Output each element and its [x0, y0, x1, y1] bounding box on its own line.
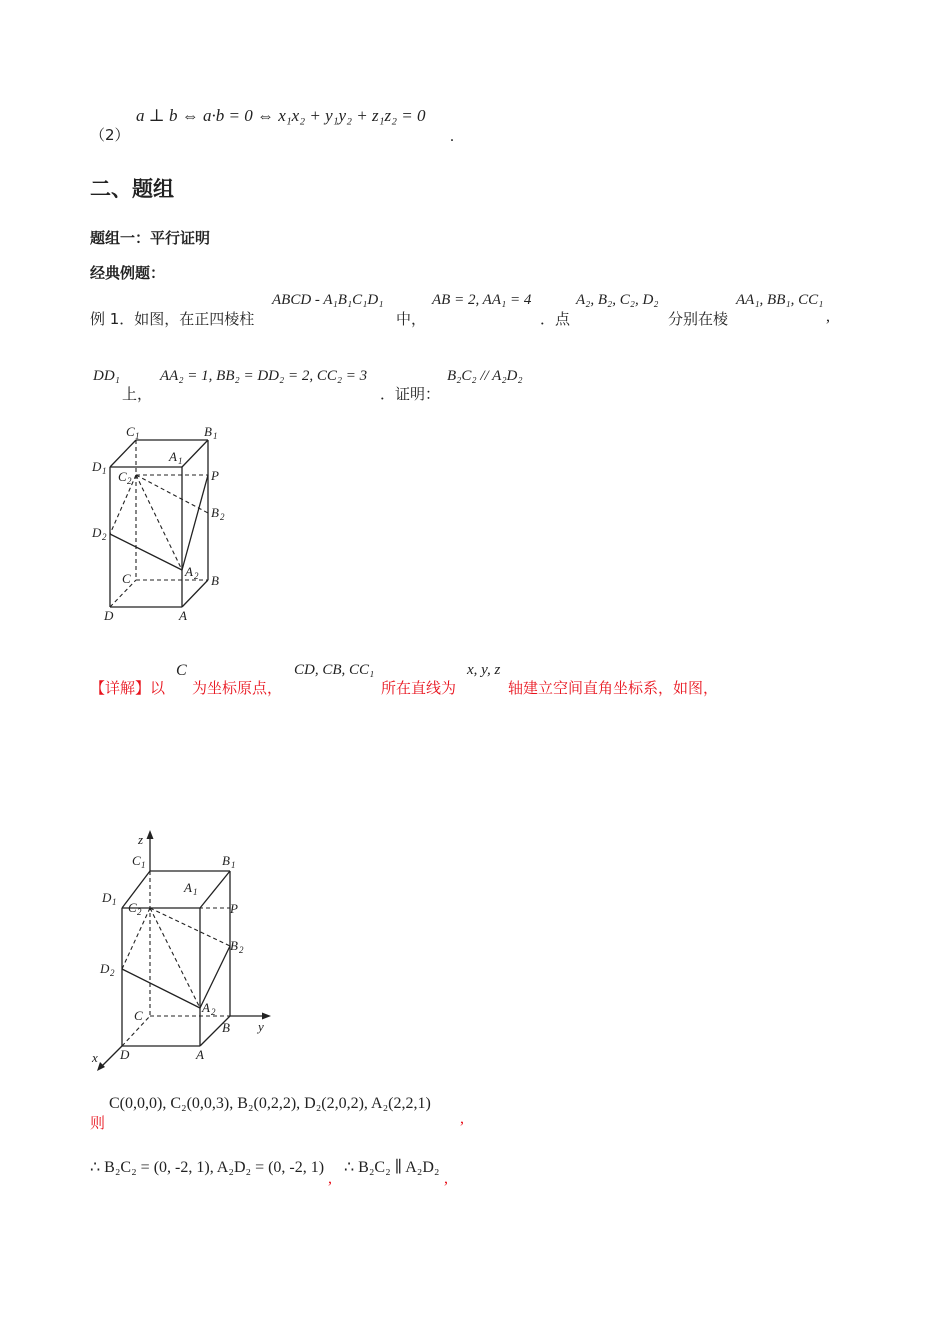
claim: B₂C₂ // A₂D₂	[447, 368, 523, 384]
sub-B2: 2	[220, 512, 225, 522]
axis-z-label: z	[138, 832, 144, 847]
label-A2: A	[202, 1000, 210, 1015]
sub-B1: 1	[213, 431, 218, 441]
sub-A1: 1	[193, 887, 198, 897]
vectors-sep: ,	[328, 1170, 332, 1187]
solution-t2: 所在直线为	[381, 679, 457, 697]
then-label: 则	[90, 1114, 106, 1132]
sub-A2: 2	[194, 571, 199, 581]
label-A: A	[196, 1047, 204, 1062]
example-mid3: 分别在棱	[668, 310, 729, 328]
sub-C2: 2	[137, 907, 142, 917]
formula-end: .	[450, 128, 454, 145]
given-positions: AA₂ = 1, BB₂ = DD₂ = 2, CC₂ = 3	[160, 368, 368, 384]
sub-C2: 2	[127, 476, 132, 486]
solution-tag: 【详解】以	[90, 679, 166, 697]
points-list: A₂, B₂, C₂, D₂	[576, 292, 659, 308]
label-B1: B	[204, 424, 212, 439]
axis-y-label: y	[258, 1019, 264, 1034]
point-coordinates: C(0,0,0), C₂(0,0,3), B₂(0,2,2), D₂(2,0,2), A₂(2,2,1)	[109, 1095, 431, 1112]
label-C1: C	[132, 853, 141, 868]
orthogonality-formula: a ⊥ b ⇔ a·b = 0 ⇔ x₁x₂ + y₁y₂ + z₁z₂ = 0	[136, 106, 426, 125]
examples-title: 经典例题：	[90, 264, 166, 282]
solution-t3: 轴建立空间直角坐标系，如图，	[508, 679, 719, 697]
label-P: P	[230, 901, 238, 916]
given-lengths: AB = 2, AA₁ = 4	[432, 292, 532, 308]
sub-D2: 2	[102, 532, 107, 542]
example-on: 上，	[122, 385, 153, 403]
edge-dd1: DD₁	[93, 368, 120, 384]
section-title: 二、题组	[90, 177, 174, 201]
label-D2: D	[100, 961, 110, 976]
label-D2: D	[92, 525, 102, 540]
sub-D2: 2	[110, 968, 115, 978]
label-D: D	[120, 1047, 130, 1062]
solution-origin: C	[176, 662, 187, 679]
label-B: B	[211, 573, 219, 588]
label-C1: C	[126, 424, 135, 439]
edges-list: AA₁, BB₁, CC₁	[736, 292, 824, 308]
formula-label: （2）	[90, 126, 130, 144]
label-D1: D	[102, 890, 112, 905]
label-A1: A	[169, 449, 177, 464]
prism-name: ABCD - A₁B₁C₁D₁	[272, 292, 384, 308]
sub-A2: 2	[211, 1007, 216, 1017]
coords-end: ,	[460, 1110, 464, 1127]
prism-figure-1	[88, 420, 238, 630]
parallel-conclusion: ∴ B₂C₂ ∥ A₂D₂	[344, 1159, 440, 1176]
sub-B1: 1	[231, 860, 236, 870]
solution-t1: 为坐标原点，	[192, 679, 283, 697]
conclusion-end: ,	[444, 1170, 448, 1187]
label-A1: A	[184, 880, 192, 895]
label-C2: C	[118, 469, 127, 484]
edges-comma: ,	[826, 308, 830, 325]
label-D1: D	[92, 459, 102, 474]
vector-equalities: ∴ B₂C₂ = (0, -2, 1), A₂D₂ = (0, -2, 1)	[90, 1159, 325, 1176]
example-prefix: 例 1．如图，在正四棱柱	[90, 310, 255, 328]
axis-x-label: x	[92, 1050, 98, 1065]
group-title: 题组一：平行证明	[90, 229, 211, 247]
sub-A1: 1	[178, 456, 183, 466]
label-B2: B	[211, 505, 219, 520]
example-mid2: ．点	[540, 310, 571, 328]
solution-axes-lines: CD, CB, CC₁	[294, 662, 375, 678]
label-B2: B	[230, 938, 238, 953]
example-mid1: 中，	[396, 310, 427, 328]
sub-D1: 1	[112, 897, 117, 907]
label-B1: B	[222, 853, 230, 868]
label-P: P	[211, 468, 219, 483]
label-A: A	[179, 608, 187, 623]
sub-D1: 1	[102, 466, 107, 476]
sub-C1: 1	[135, 431, 140, 441]
example-prove: ．证明：	[380, 385, 441, 403]
prism-figure-2-coordinates	[88, 826, 278, 1071]
sub-B2: 2	[239, 945, 244, 955]
label-C: C	[122, 571, 131, 586]
label-C2: C	[128, 900, 137, 915]
label-A2: A	[185, 564, 193, 579]
sub-C1: 1	[141, 860, 146, 870]
label-B: B	[222, 1020, 230, 1035]
label-C: C	[134, 1008, 143, 1023]
solution-xyz: x, y, z	[467, 662, 501, 678]
label-D: D	[104, 608, 114, 623]
